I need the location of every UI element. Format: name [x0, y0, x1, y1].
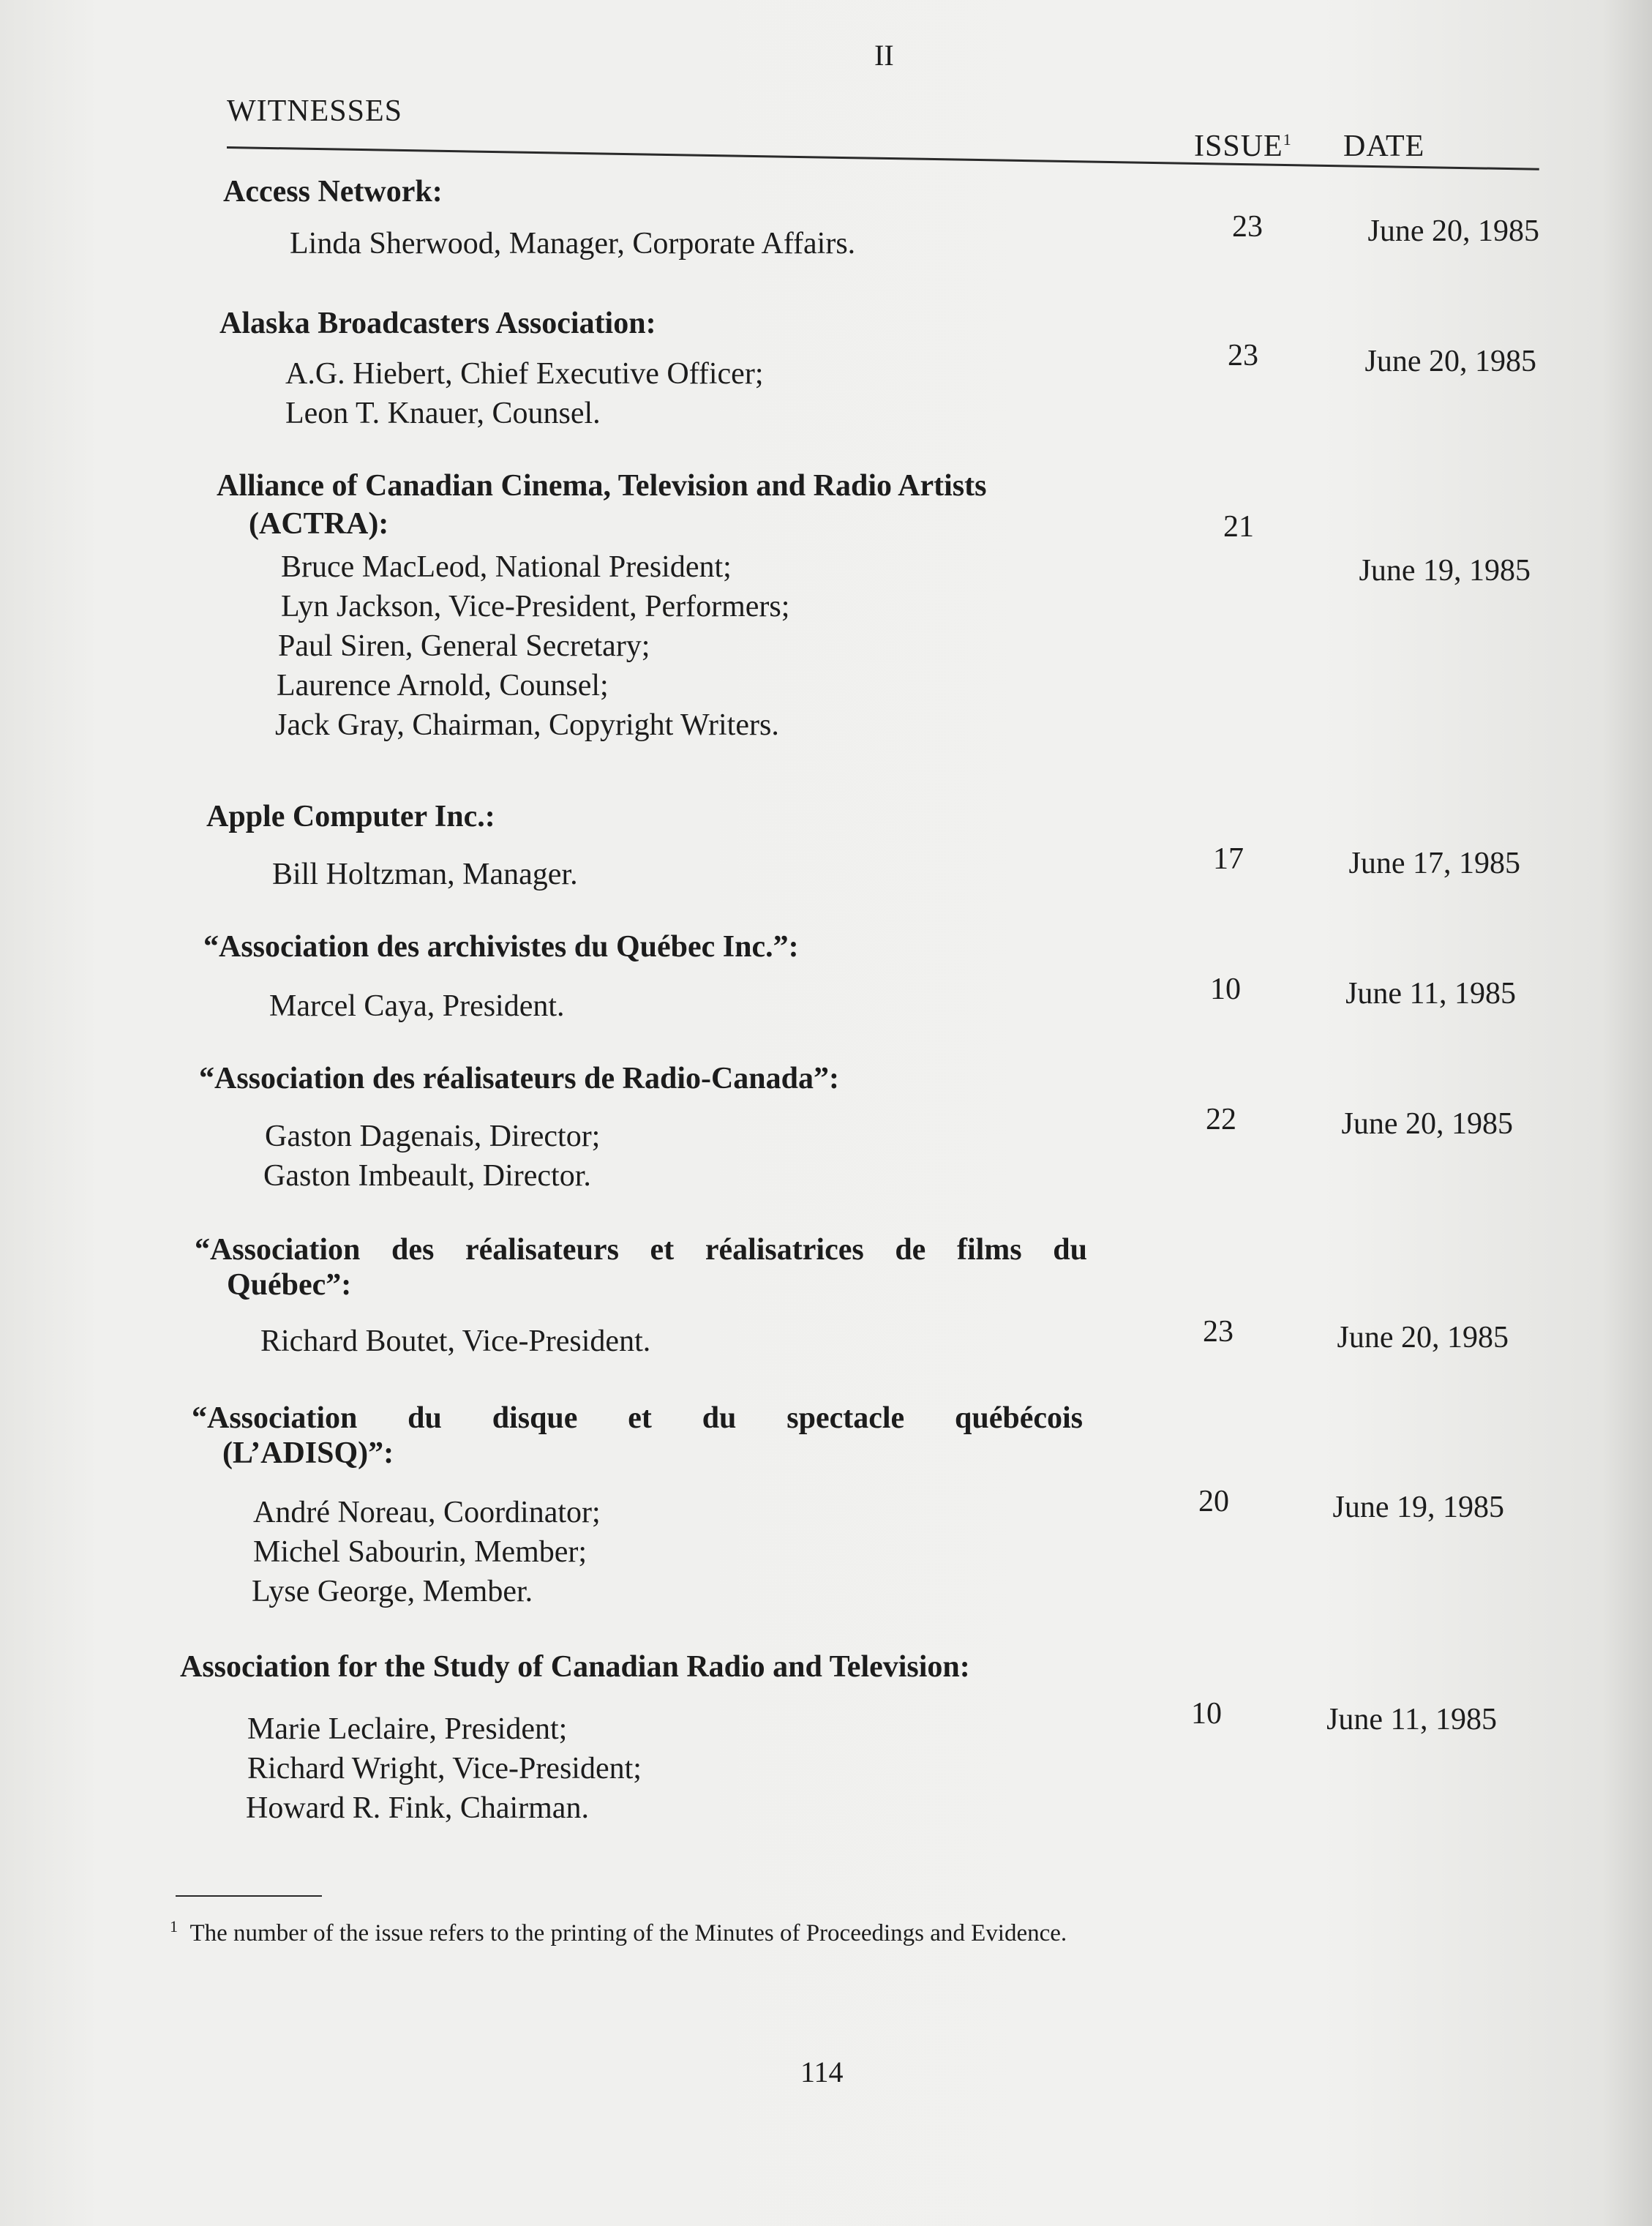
hearing-date: June 20, 1985 — [1337, 1321, 1509, 1354]
org-name-line: “Association des réalisateurs et réalisatrices de films du — [195, 1233, 1087, 1267]
member-name: Michel Sabourin, Member; — [253, 1535, 587, 1569]
member-name: Paul Siren, General Secretary; — [278, 629, 650, 663]
page-number: 114 — [800, 2056, 844, 2088]
member-name: Gaston Dagenais, Director; — [265, 1120, 601, 1153]
member-name: Marcel Caya, President. — [269, 989, 565, 1023]
roman-page-numeral: II — [874, 39, 894, 72]
member-name: Gaston Imbeault, Director. — [263, 1159, 591, 1193]
issue-number: 17 — [1213, 842, 1244, 876]
issue-number: 20 — [1198, 1485, 1229, 1518]
hearing-date: June 11, 1985 — [1326, 1703, 1497, 1736]
footnote-rule — [176, 1895, 322, 1897]
hearing-date: June 19, 1985 — [1332, 1491, 1504, 1524]
member-name: Jack Gray, Chairman, Copyright Writers. — [275, 708, 779, 742]
member-name: Bruce MacLeod, National President; — [281, 550, 732, 584]
issue-number: 10 — [1191, 1697, 1222, 1731]
org-name-line: Alliance of Canadian Cinema, Television and Radio Artists — [217, 469, 987, 503]
org-name: Association for the Study of Canadian Radio and Television: — [180, 1650, 970, 1684]
footnote-text: The number of the issue refers to the printing of the Minutes of Proceedings and Evidence. — [189, 1920, 1067, 1946]
issue-number: 23 — [1203, 1315, 1234, 1349]
member-name: Marie Leclaire, President; — [247, 1712, 568, 1746]
member-name: André Noreau, Coordinator; — [253, 1496, 601, 1529]
member-name: Lyn Jackson, Vice-President, Performers; — [281, 590, 790, 623]
org-name-line: Québec”: — [227, 1268, 352, 1302]
org-name: Apple Computer Inc.: — [206, 800, 495, 833]
hearing-date: June 19, 1985 — [1359, 554, 1531, 588]
org-name: “Association des archivistes du Québec Inc.”: — [203, 930, 799, 964]
issue-number: 23 — [1228, 339, 1258, 372]
org-name: “Association des réalisateurs de Radio-Canada”: — [199, 1062, 840, 1095]
issue-number: 22 — [1206, 1103, 1236, 1136]
issue-heading: ISSUE$^1$ — [1194, 130, 1292, 163]
member-name: Richard Boutet, Vice-President. — [260, 1324, 651, 1358]
member-name: Bill Holtzman, Manager. — [272, 858, 578, 891]
member-name: Richard Wright, Vice-President; — [247, 1752, 642, 1785]
member-name: Leon T. Knauer, Counsel. — [285, 397, 601, 430]
footnote — [170, 1917, 1067, 1947]
issue-number: 10 — [1210, 973, 1241, 1006]
hearing-date: June 11, 1985 — [1345, 977, 1516, 1011]
org-name: Alaska Broadcasters Association: — [219, 307, 656, 340]
header-rule — [227, 146, 1539, 170]
footnote-marker: 1 — [170, 1917, 178, 1935]
member-name: Linda Sherwood, Manager, Corporate Affairs. — [290, 227, 856, 261]
org-name-line: (ACTRA): — [249, 507, 389, 541]
hearing-date: June 17, 1985 — [1348, 847, 1520, 880]
member-name: Laurence Arnold, Counsel; — [277, 669, 609, 702]
org-name-line: (L’ADISQ)”: — [222, 1436, 394, 1470]
member-name: Lyse George, Member. — [252, 1575, 533, 1608]
hearing-date: June 20, 1985 — [1364, 345, 1536, 378]
member-name: A.G. Hiebert, Chief Executive Officer; — [285, 357, 764, 391]
org-name-line: “Association du disque et du spectacle québécois — [192, 1401, 1083, 1435]
member-name: Howard R. Fink, Chairman. — [246, 1791, 589, 1825]
issue-number: 21 — [1223, 510, 1254, 544]
date-heading: DATE — [1343, 130, 1425, 163]
org-name: Access Network: — [223, 175, 443, 209]
hearing-date: June 20, 1985 — [1341, 1107, 1513, 1141]
issue-number: 23 — [1232, 210, 1263, 244]
witnesses-heading: WITNESSES — [227, 94, 402, 128]
hearing-date: June 20, 1985 — [1367, 214, 1539, 248]
